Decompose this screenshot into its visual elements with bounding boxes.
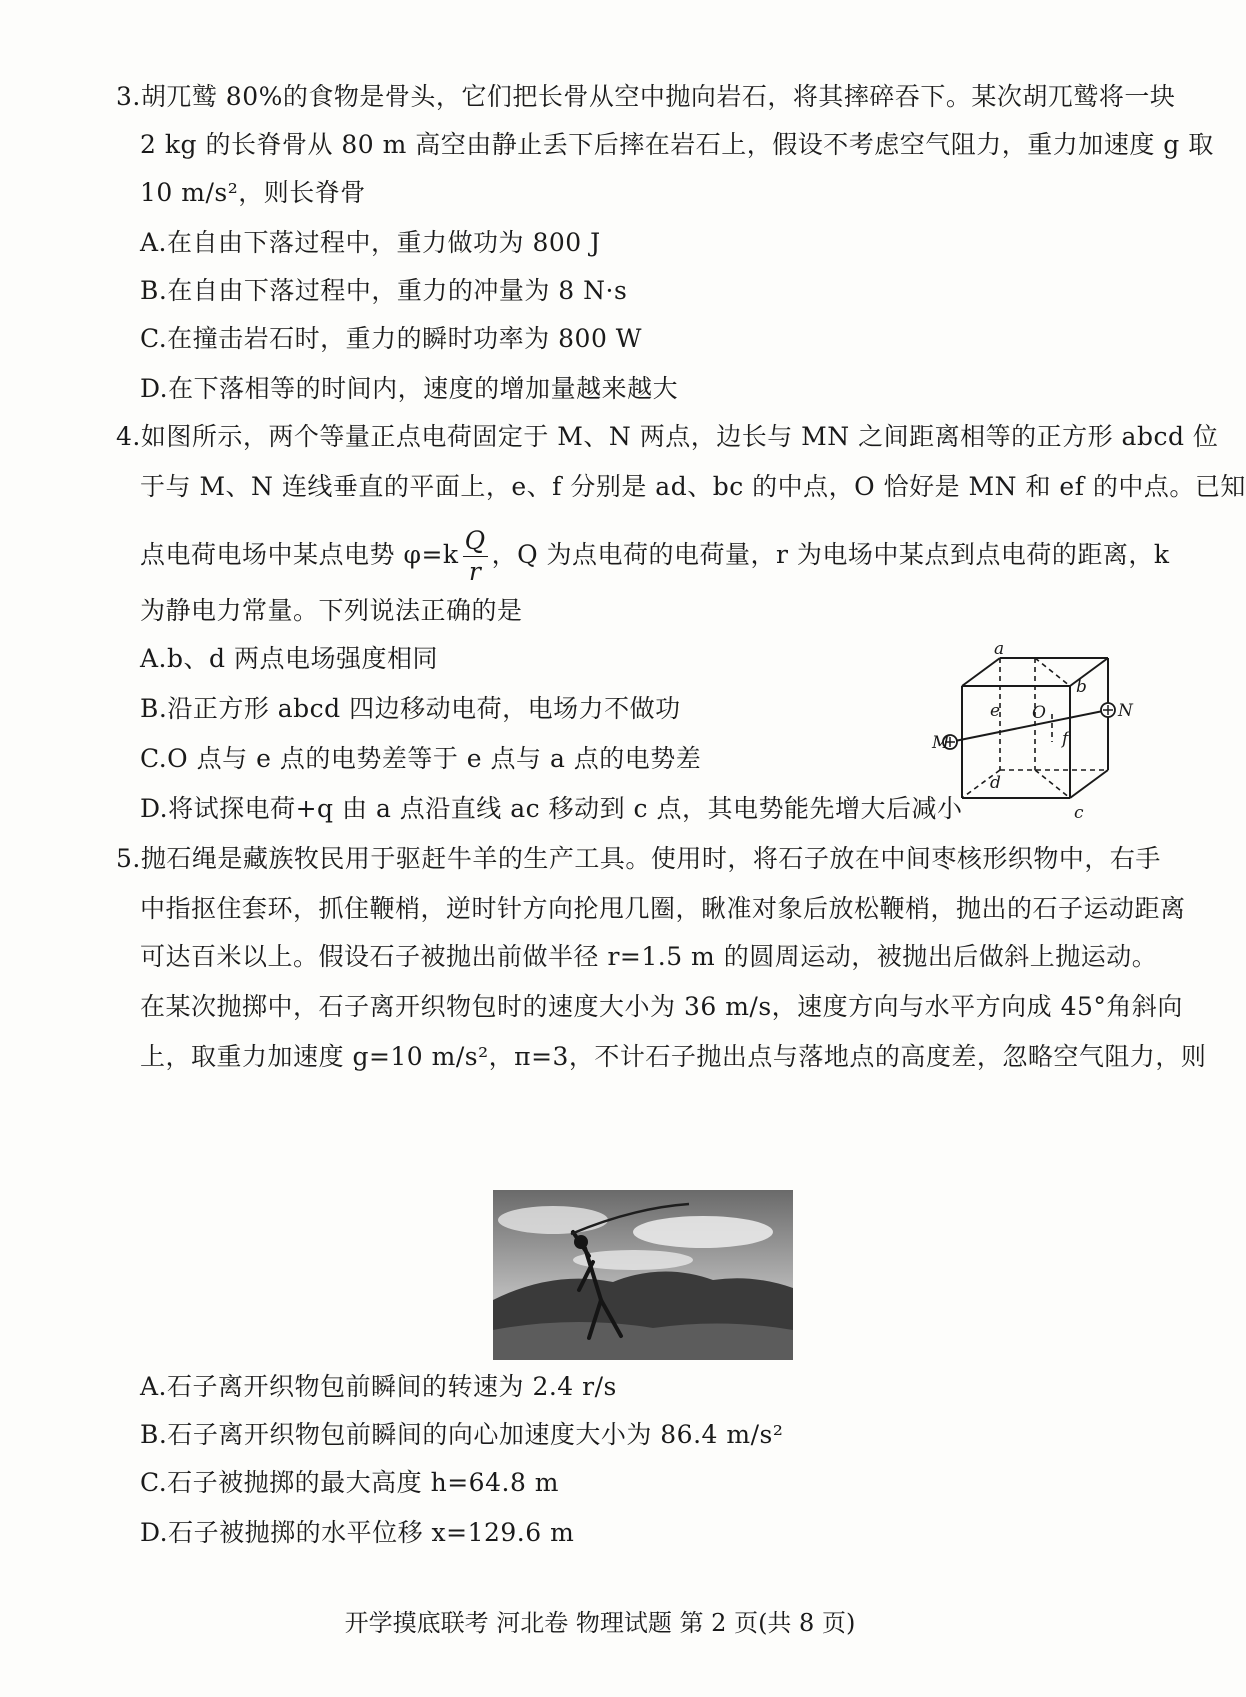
label-o: O [1032,703,1046,723]
q4-stem-line3 [140,522,1170,588]
cube-edge [962,658,1000,686]
q5-option-d: D.石子被抛掷的水平位移 x=129.6 m [140,1518,575,1547]
q3-stem-line1: 3.胡兀鹫 80%的食物是骨头，它们把长骨从空中抛向岩石，将其摔碎吞下。某次胡兀鹫将一块 [116,82,1176,111]
photo-person-head [574,1235,588,1249]
q4-stem-line4: 为静电力常量。下列说法正确的是 [140,596,523,625]
square-edge [1035,658,1070,686]
q3-option-a: A.在自由下落过程中，重力做功为 800 J [140,228,601,257]
q4-option-d: D.将试探电荷+q 由 a 点沿直线 ac 移动到 c 点，其电势能先增大后减小 [140,794,963,823]
photo-grass [493,1322,793,1360]
q5-option-b: B.石子离开织物包前瞬间的向心加速度大小为 86.4 m/s² [140,1420,784,1449]
cube-field-figure [932,639,1133,826]
square-edge [1035,770,1070,798]
page-footer: 开学摸底联考 河北卷 物理试题 第 2 页(共 8 页) [344,1609,856,1637]
q4-potential-formula-prefix: 点电荷电场中某点电势 φ=k [140,540,459,569]
q4-option-b: B.沿正方形 abcd 四边移动电荷，电场力不做功 [140,694,681,723]
q5-stem-line3: 可达百米以上。假设石子被抛出前做半径 r=1.5 m 的圆周运动，被抛出后做斜上抛运动。 [140,942,1158,971]
q4-formula-suffix: ，Q 为点电荷的电荷量，r 为电场中某点到点电荷的距离，k [491,540,1170,569]
label-n: N [1118,701,1133,721]
fraction-numerator: Q [464,526,486,555]
potential-fraction [463,526,488,587]
q5-option-a: A.石子离开织物包前瞬间的转速为 2.4 r/s [140,1372,617,1401]
q4-stem-line1: 4.如图所示，两个等量正点电荷固定于 M、N 两点，边长与 MN 之间距离相等的正方形 abcd 位 [116,422,1219,451]
q5-stem-line5: 上，取重力加速度 g=10 m/s²，π=3，不计石子抛出点与落地点的高度差，忽略空气阻力，则 [140,1042,1207,1071]
label-b: b [1076,677,1087,697]
q5-stem-line1: 5.抛石绳是藏族牧民用于驱赶牛羊的生产工具。使用时，将石子放在中间枣核形织物中，右手 [116,844,1161,873]
label-d: d [990,773,1001,793]
label-e: e [990,701,1001,721]
label-c: c [1074,803,1084,823]
q5-stem-line2: 中指抠住套环，抓住鞭梢，逆时针方向抡甩几圈，瞅准对象后放松鞭梢，抛出的石子运动距离 [140,894,1186,923]
q3-stem-line3: 10 m/s²，则长脊骨 [140,178,366,207]
photo-cloud [498,1206,608,1234]
q4-option-c: C.O 点与 e 点的电势差等于 e 点与 a 点的电势差 [140,744,702,773]
label-f: f [1062,729,1069,749]
sling-thrower-photo [493,1190,793,1360]
q5-stem-line4: 在某次抛掷中，石子离开织物包时的速度大小为 36 m/s，速度方向与水平方向成 45°角斜向 [140,992,1183,1021]
cube-edge [1070,770,1108,798]
q3-option-b: B.在自由下落过程中，重力的冲量为 8 N·s [140,276,628,305]
photo-cloud [633,1216,773,1248]
q5-option-c: C.石子被抛掷的最大高度 h=64.8 m [140,1468,559,1497]
fraction-denominator: r [468,557,482,586]
q3-option-d: D.在下落相等的时间内，速度的增加量越来越大 [140,374,679,403]
label-a: a [994,639,1005,659]
q4-option-a: A.b、d 两点电场强度相同 [140,644,438,673]
q4-stem-line2: 于与 M、N 连线垂直的平面上，e、f 分别是 ad、bc 的中点，O 恰好是 MN 和 ef 的中点。已知 [140,472,1246,501]
q3-option-c: C.在撞击岩石时，重力的瞬时功率为 800 W [140,324,642,353]
label-m: M [932,733,950,753]
mn-line [950,710,1108,742]
q3-stem-line2: 2 kg 的长脊骨从 80 m 高空由静止丢下后摔在岩石上，假设不考虑空气阻力，重力加速度 g 取 [140,130,1214,159]
